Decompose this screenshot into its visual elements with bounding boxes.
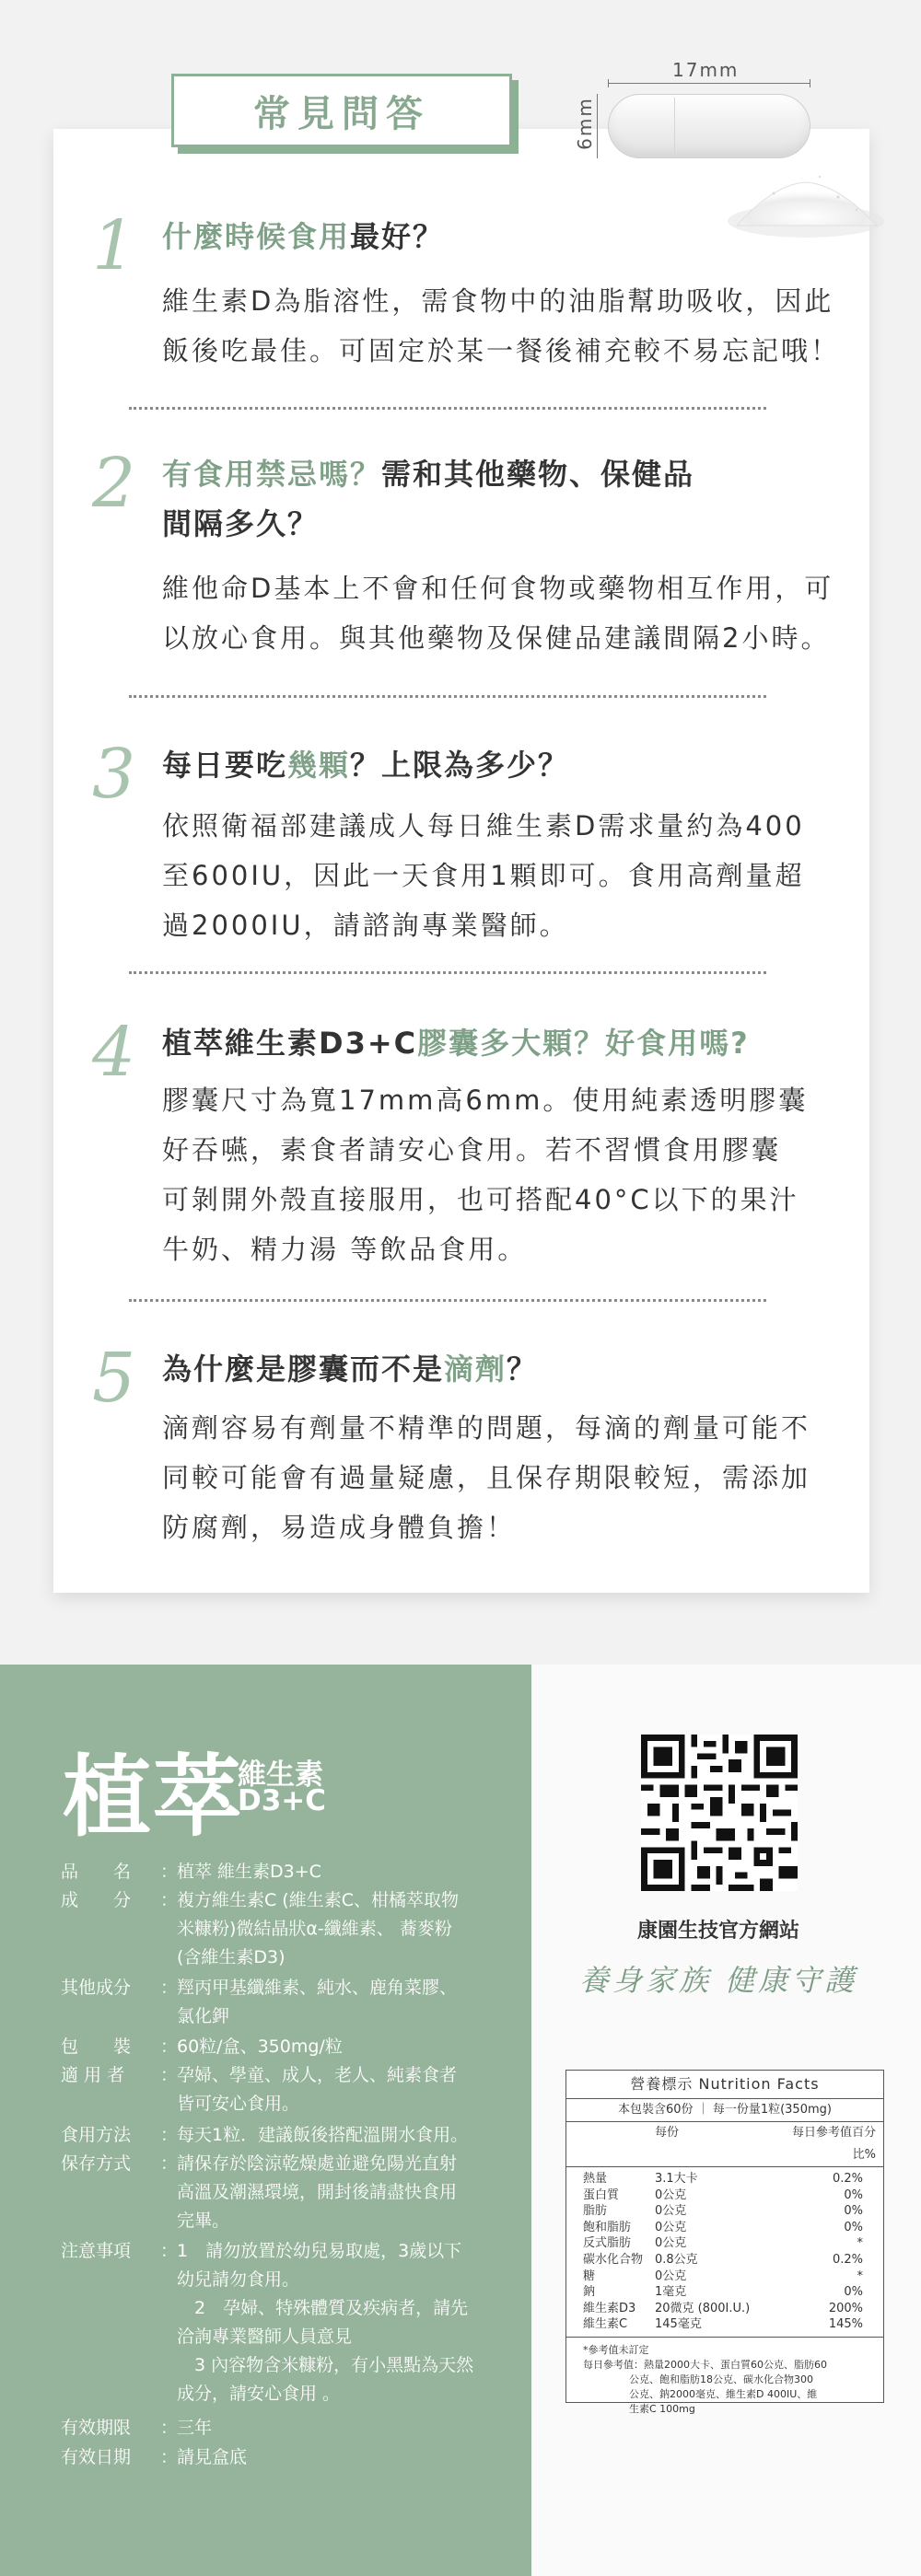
faq-question xyxy=(162,1344,538,1394)
faq-answer-line: 維他命D基本上不會和任何食物或藥物相互作用，可 xyxy=(162,573,834,604)
nutrition-row: 維生素D3 20微克 (800I.U.) 200% xyxy=(583,2301,863,2315)
capsule-seam xyxy=(674,98,675,155)
faq-answer-line: 同較可能會有過量疑慮，且保存期限較短，需添加 xyxy=(162,1462,811,1493)
faq-question-text: 需和其他藥物、保健品 xyxy=(381,457,695,492)
faq-answer-line: 防腐劑，易造成身體負擔！ xyxy=(162,1512,517,1543)
powder-pile-icon xyxy=(718,166,884,239)
faq-question xyxy=(162,1018,750,1068)
brand-title: 植萃 xyxy=(63,1746,243,1849)
spec-key: 有效日期 xyxy=(61,2447,132,2467)
nutrition-row: 碳水化合物 0.8公克 0.2% xyxy=(583,2252,863,2267)
nutrition-row: 糖 0公克 * xyxy=(583,2269,863,2283)
nutrition-header-daily-value: 每日參考值百分比% xyxy=(791,2126,876,2162)
spec-value: 植萃 維生素D3+C xyxy=(177,1862,321,1882)
faq-number: 2 xyxy=(92,444,136,523)
qr-code-icon[interactable] xyxy=(641,1735,798,1891)
faq-question-text: 植萃維生素D3+C xyxy=(162,1026,418,1061)
faq-answer-line: 以放心食用。與其他藥物及保健品建議間隔2小時。 xyxy=(162,622,831,654)
faq-answer-line: 過2000IU，請諮詢專業醫師。 xyxy=(162,910,569,941)
faq-number: 3 xyxy=(92,735,136,814)
faq-answer xyxy=(162,1403,810,1552)
spec-key: 注意事項 xyxy=(61,2241,132,2261)
faq-question-highlight: 幾顆 xyxy=(287,748,351,783)
spec-value: 每天1粒．建議飯後搭配溫開水食用。 xyxy=(177,2125,469,2145)
capsule-width-dimension-line xyxy=(608,83,810,84)
faq-question xyxy=(162,449,694,549)
nutrition-row: 脂肪 0公克 0% xyxy=(583,2204,863,2219)
brand-subtitle: 維生素 xyxy=(238,1758,323,1792)
faq-question-highlight: 有食用禁忌嗎？ xyxy=(162,457,382,492)
faq-question-highlight: 滴劑 xyxy=(444,1352,507,1387)
spec-value: 羥丙甲基纖維素、純水、鹿角菜膠、 氯化鉀 xyxy=(177,1978,458,2026)
faq-question-text: 每日要吃 xyxy=(162,748,288,783)
nutrition-header-per-serving: 每份 xyxy=(655,2126,680,2140)
capsule-height-label: 6mm xyxy=(573,97,596,150)
spec-key: 適 用 者 xyxy=(61,2065,125,2085)
faq-answer xyxy=(162,563,834,663)
spec-value: 60粒/盒、350mg/粒 xyxy=(177,2036,343,2057)
spec-key: 品 名 xyxy=(61,1862,132,1882)
spec-value: 孕婦、學童、成人，老人、純素食者 皆可安心食用。 xyxy=(177,2065,458,2114)
faq-title-box xyxy=(171,74,512,147)
faq-number: 4 xyxy=(92,1013,136,1092)
faq-answer-line: 維生素D為脂溶性，需食物中的油脂幫助吸收，因此 xyxy=(162,285,834,317)
faq-question-text: ？上限為多少？ xyxy=(350,748,570,783)
nutrition-title: 營養標示 Nutrition Facts xyxy=(566,2071,883,2099)
capsule-illustration xyxy=(571,55,903,249)
nutrition-row: 維生素C 145毫克 145% xyxy=(583,2317,863,2332)
faq-answer-line: 好吞嚥，素食者請安心食用。若不習慣食用膠囊 xyxy=(162,1134,782,1166)
faq-answer-line: 至600IU，因此一天食用1顆即可。食用高劑量超 xyxy=(162,860,805,891)
faq-number: 1 xyxy=(92,206,136,285)
spec-value: 1 請勿放置於幼兒易取處，3歲以下 幼兒請勿食用。 2 孕婦、特殊體質及疾病者，請先 洽詢專業醫師人員意見 3 內容物含米糠粉，有小黑點為天然 成分，請安心食用 。 xyxy=(177,2241,474,2404)
product-section xyxy=(0,1665,921,2576)
faq-divider xyxy=(129,971,766,974)
faq-question xyxy=(162,740,569,790)
faq-answer-line: 膠囊尺寸為寬17mm高6mm。使用純素透明膠囊 xyxy=(162,1085,809,1116)
nutrition-header-row xyxy=(566,2122,883,2167)
faq-question-highlight: 膠囊多大顆？好食用嗎? xyxy=(417,1026,750,1061)
faq-number: 5 xyxy=(92,1339,136,1418)
nutrition-row: 飽和脂肪 0公克 0% xyxy=(583,2220,863,2234)
capsule-icon xyxy=(608,94,810,158)
faq-answer xyxy=(162,276,840,376)
spec-key: 食用方法 xyxy=(61,2125,132,2145)
nutrition-notes: *參考值未訂定 每日參考值：熱量2000大卡、蛋白質60公克、脂肪60 公克、飽和脂肪18公克、碳水化合物300 公克、鈉2000毫克、維生素D 400IU、維 生素C 100mg xyxy=(583,2343,827,2415)
brand-slogan: 養身家族 健康守護 xyxy=(578,1963,858,1998)
spec-value: 三年 xyxy=(177,2418,213,2438)
faq-answer-line: 滴劑容易有劑量不精準的問題，每滴的劑量可能不 xyxy=(162,1412,811,1444)
nutrition-row: 熱量 3.1大卡 0.2% xyxy=(583,2172,863,2186)
nutrition-serving: 本包裝含60份 ｜ 每一份量1粒(350mg) xyxy=(566,2099,883,2122)
spec-key: 成 分 xyxy=(61,1890,132,1910)
spec-key: 其他成分 xyxy=(61,1978,132,1998)
spec-key: 保存方式 xyxy=(61,2153,132,2174)
nutrition-row: 反式脂肪 0公克 * xyxy=(583,2236,863,2251)
brand-subtitle-formula: D3+C xyxy=(238,1784,327,1817)
faq-divider xyxy=(129,695,766,698)
faq-question-text: 為什麼是膠囊而不是 xyxy=(162,1352,445,1387)
faq-question-text: ？ xyxy=(507,1352,539,1387)
faq-question-highlight: 什麼時候食用 xyxy=(162,219,351,254)
faq-answer xyxy=(162,801,805,950)
spec-key: 有效期限 xyxy=(61,2418,132,2438)
spec-key: 包 裝 xyxy=(61,2036,132,2057)
faq-answer-line: 牛奶、精力湯 等飲品食用。 xyxy=(162,1234,528,1265)
spec-value: 複方維生素C (維生素C、柑橘萃取物 米糠粉)微結晶狀α-纖維素、 蕎麥粉 (含維生素D3) xyxy=(177,1890,459,1967)
faq-question xyxy=(162,212,444,261)
nutrition-row: 蛋白質 0公克 0% xyxy=(583,2187,863,2202)
faq-answer-line: 依照衛福部建議成人每日維生素D需求量約為400 xyxy=(162,810,805,841)
faq-answer xyxy=(162,1075,808,1274)
product-info-panel: 植萃 維生素 D3+C 品 名 ： 植萃 維生素D3+C 成 分 ： 複方維生素C (維生素C、柑橘萃取物 米糠粉)微結晶狀α-纖維素、 蕎麥粉 (含維生素D3) 其他成分 ： 羥丙甲基纖維素、純水、鹿角菜膠、 氯化鉀 包 裝 ： 60粒/盒、350mg/粒 適 用 者 ： 孕婦、學童、成人，老人、純素食者 皆可安心食用。 食用方法 ： 每天1粒．建議飯後搭配溫開水食用。 保存方式 ： 請保存於陰涼乾燥處並避免陽光直射 高溫及潮濕環境，開封後請盡快食用 完畢。 注意事項 ： 1 請勿放置於幼兒易取處，3歲以下 幼兒請勿食用。 2 孕婦、特殊體質及疾病者，請先 洽詢專業醫師人員意見 3 內容物含米糠粉，有小黑點為天然 成分，請安心食用 。 有效期限 ： 三年 有效日期 ： 請見盒底 xyxy=(0,1665,531,2576)
official-website-label: 康園生技官方網站 xyxy=(636,1920,799,1943)
faq-divider xyxy=(129,1299,766,1302)
nutrition-row: 鈉 1毫克 0% xyxy=(583,2285,863,2300)
faq-answer-line: 飯後吃最佳。可固定於某一餐後補充較不易忘記哦！ xyxy=(162,335,841,366)
spec-value: 請見盒底 xyxy=(177,2447,248,2467)
faq-title: 常見問答 xyxy=(253,92,430,135)
faq-answer-line: 可剝開外殼直接服用，也可搭配40°C以下的果汁 xyxy=(162,1184,799,1215)
nutrition-facts-table xyxy=(565,2070,884,2415)
nutrition-rows xyxy=(566,2167,883,2338)
faq-divider xyxy=(129,407,766,410)
spec-value: 請保存於陰涼乾燥處並避免陽光直射 高溫及潮濕環境，開封後請盡快食用 完畢。 xyxy=(177,2153,458,2231)
faq-question-text: 間隔多久？ xyxy=(162,506,320,541)
faq-question-text: 最好？ xyxy=(350,219,445,254)
capsule-height-dimension-line xyxy=(597,94,598,158)
capsule-width-label: 17mm xyxy=(672,59,740,81)
